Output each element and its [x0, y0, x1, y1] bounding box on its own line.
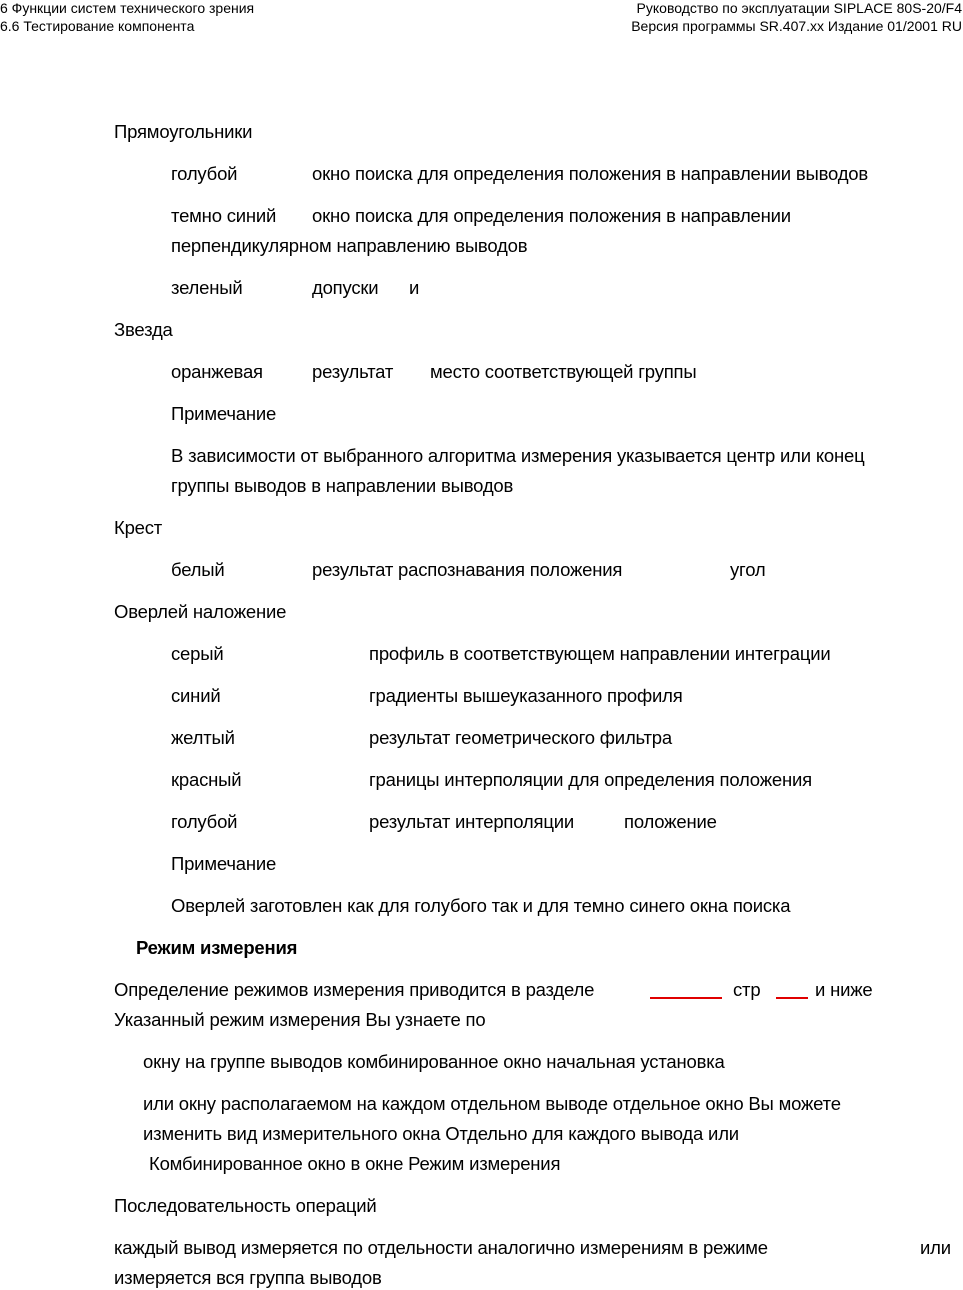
version-line: Версия программы SR.407.xx Издание 01/2001 RU — [631, 18, 962, 34]
rect-green-label: зеленый — [171, 277, 243, 298]
mode-heading: Режим измерения — [136, 937, 298, 958]
mode-line1-c: и ниже — [815, 979, 873, 1000]
mode-line1-b: стр — [733, 979, 761, 1000]
section-reference-blank — [650, 997, 722, 999]
star-note-line-1: В зависимости от выбранного алгоритма измерения указывается центр или конец — [171, 445, 865, 466]
cross-white-label: белый — [171, 559, 225, 580]
sequence-text-1b: или — [920, 1237, 951, 1258]
overlay-gray-label: серый — [171, 643, 224, 664]
sequence-heading: Последовательность операций — [114, 1195, 377, 1216]
overlay-heading: Оверлей наложение — [114, 601, 287, 622]
mode-item1: окну на группе выводов комбинированное окно начальная установка — [143, 1051, 725, 1072]
cross-heading: Крест — [114, 517, 163, 538]
rect-green-desc-a: допуски — [312, 277, 379, 298]
chapter-title: 6 Функции систем технического зрения — [0, 0, 255, 16]
overlay-lightblue-desc-a: результат интерполяции — [369, 811, 575, 832]
cross-white-extra: угол — [730, 559, 766, 580]
overlay-yellow-label: желтый — [171, 727, 235, 748]
overlay-gray-desc: профиль в соответствующем направлении интеграции — [369, 643, 831, 664]
star-note-line-2: группы выводов в направлении выводов — [171, 475, 514, 496]
mode-line2: Указанный режим измерения Вы узнаете по — [114, 1009, 486, 1030]
mode-item2-line1: или окну располагаемом на каждом отдельном выводе отдельное окно Вы можете — [143, 1093, 841, 1114]
overlay-note-label: Примечание — [171, 853, 277, 874]
overlay-blue-desc: градиенты вышеуказанного профиля — [369, 685, 683, 706]
star-orange-desc-a: результат — [312, 361, 394, 382]
mode-line1-a: Определение режимов измерения приводится в разделе — [114, 979, 595, 1000]
mode-item2-line2: изменить вид измерительного окна Отдельно для каждого вывода или — [143, 1123, 739, 1144]
sequence-text-1a: каждый вывод измеряется по отдельности аналогично измерениям в режиме — [114, 1237, 768, 1258]
page-reference-blank — [776, 997, 808, 999]
manual-title: Руководство по эксплуатации SIPLACE 80S-20/F4 — [636, 0, 962, 16]
rect-blue-desc: окно поиска для определения положения в направлении выводов — [312, 163, 869, 184]
overlay-lightblue-desc-b: положение — [624, 811, 717, 832]
rectangles-heading: Прямоугольники — [114, 121, 253, 142]
overlay-yellow-desc: результат геометрического фильтра — [369, 727, 672, 748]
star-note-label: Примечание — [171, 403, 277, 424]
overlay-red-desc: границы интерполяции для определения положения — [369, 769, 812, 790]
rect-darkblue-desc-2: перпендикулярном направлению выводов — [171, 235, 528, 256]
rect-darkblue-desc-1: окно поиска для определения положения в направлении — [312, 205, 791, 226]
sequence-text-2: измеряется вся группа выводов — [114, 1267, 382, 1288]
section-title: 6.6 Тестирование компонента — [0, 18, 195, 34]
overlay-blue-label: синий — [171, 685, 221, 706]
star-heading: Звезда — [114, 319, 173, 340]
mode-item2-line3: Комбинированное окно в окне Режим измерения — [149, 1153, 561, 1174]
star-orange-desc-b: место соответствующей группы — [430, 361, 697, 382]
star-orange-label: оранжевая — [171, 361, 263, 382]
overlay-note: Оверлей заготовлен как для голубого так и для темно синего окна поиска — [171, 895, 791, 916]
rect-green-desc-b: и — [409, 277, 420, 298]
overlay-red-label: красный — [171, 769, 242, 790]
cross-white-desc: результат распознавания положения — [312, 559, 623, 580]
rect-darkblue-label: темно синий — [171, 205, 277, 226]
overlay-lightblue-label: голубой — [171, 811, 238, 832]
rect-blue-label: голубой — [171, 163, 238, 184]
